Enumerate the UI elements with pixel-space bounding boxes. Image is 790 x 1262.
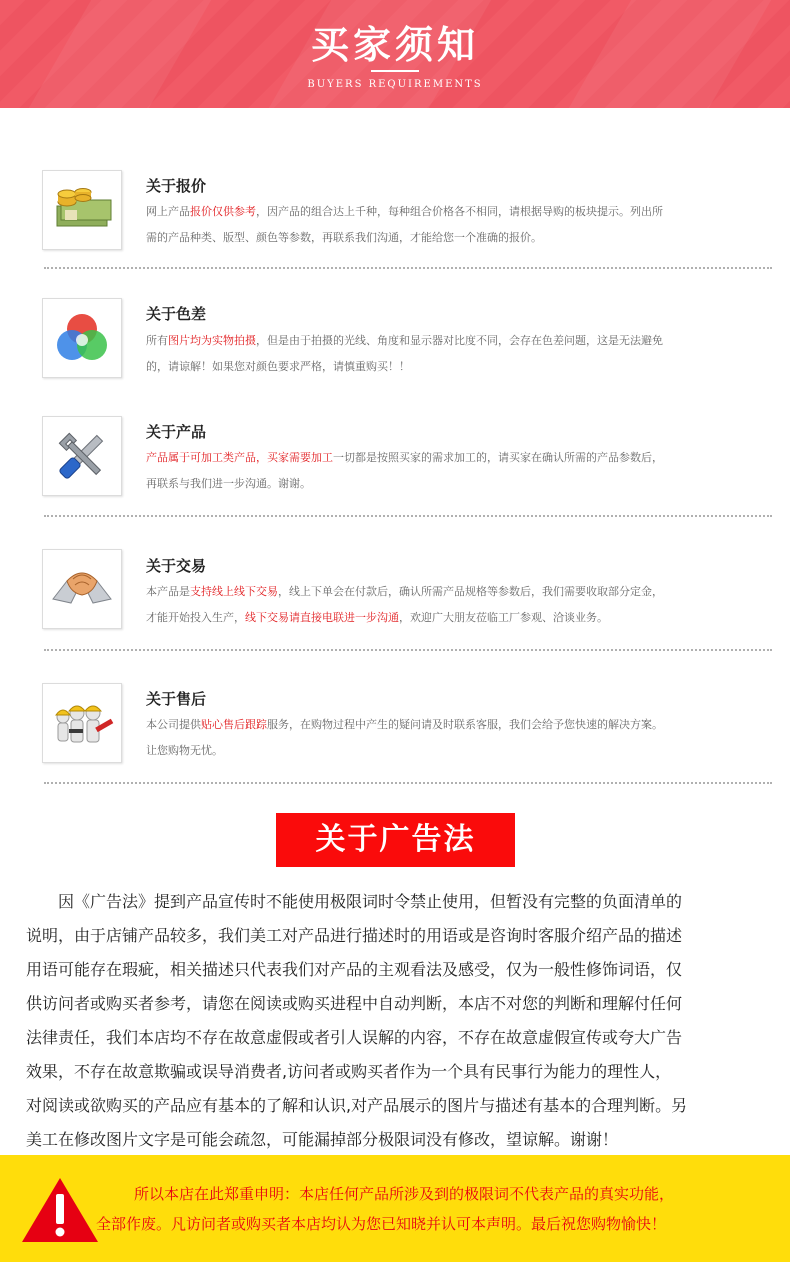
description-line: 让您购物无忧。 xyxy=(146,744,223,757)
notice-text xyxy=(96,1179,776,1239)
description-line: 需的产品种类、版型、颜色等参数，再联系我们沟通，才能给您一个准确的报价。 xyxy=(146,231,542,244)
statement-line: 因《广告法》提到产品宣传时不能使用极限词时令禁止使用，但暂没有完整的负面清单的 xyxy=(26,892,683,911)
notice-line: 所以本店在此郑重申明：本店任何产品所涉及到的极限词不代表产品的真实功能， xyxy=(134,1185,675,1203)
workers-icon xyxy=(42,683,122,763)
statement-line: 效果，不存在故意欺骗或误导消费者,访问者或购买者作为一个具有民事行为能力的理性人， xyxy=(26,1062,672,1081)
section-description xyxy=(146,445,746,497)
divider xyxy=(44,782,772,784)
section-title: 关于报价 xyxy=(146,177,207,195)
money-stack-icon xyxy=(42,170,122,250)
notice-banner xyxy=(0,1155,790,1262)
handshake-icon xyxy=(42,549,122,629)
statement-line: 法律责任，我们本店均不存在故意虚假或者引人误解的内容，不存在故意虚假宣传或夸大广告 xyxy=(26,1028,683,1047)
section-description xyxy=(146,328,746,380)
advertising-law-statement xyxy=(26,885,770,1157)
page-title: 买家须知 xyxy=(310,23,479,67)
statement-line: 美工在修改图片文字是可能会疏忽，可能漏掉部分极限词没有修改，望谅解。谢谢！ xyxy=(26,1130,619,1149)
section-description xyxy=(146,199,746,251)
description-line: 所有图片均为实物拍摄，但是由于拍摄的光线、角度和显示器对比度不同，会存在色差问题，这是无法避免 xyxy=(146,334,663,347)
description-line: 才能开始投入生产，线下交易请直接电联进一步沟通，欢迎广大朋友莅临工厂参观、洽谈业务。 xyxy=(146,611,608,624)
statement-line: 说明，由于店铺产品较多，我们美工对产品进行描述时的用语或是咨询时客服介绍产品的描述 xyxy=(26,926,683,945)
description-line: 的，请谅解！如果您对颜色要求严格，请慎重购买！！ xyxy=(146,360,410,373)
description-line: 再联系与我们进一步沟通。谢谢。 xyxy=(146,477,311,490)
description-line: 产品属于可加工类产品，买家需要加工一切都是按照买家的需求加工的，请买家在确认所需的产品参数后， xyxy=(146,451,663,464)
title-underline xyxy=(371,70,419,72)
section-title: 关于产品 xyxy=(146,423,207,441)
section-title: 关于交易 xyxy=(146,557,207,575)
section-title: 关于色差 xyxy=(146,305,207,323)
advertising-law-heading: 关于广告法 xyxy=(276,813,515,867)
description-line: 网上产品报价仅供参考，因产品的组合达上千种，每种组合价格各不相同，请根据导购的板块提示。列出所 xyxy=(146,205,663,218)
section-description xyxy=(146,579,746,631)
divider xyxy=(44,515,772,517)
description-line: 本公司提供贴心售后跟踪服务，在购物过程中产生的疑问请及时联系客服，我们会给予您快速的解决方案。 xyxy=(146,718,663,731)
color-circles-icon xyxy=(42,298,122,378)
statement-line: 对阅读或欲购买的产品应有基本的了解和认识,对产品展示的图片与描述有基本的合理判断。另 xyxy=(26,1096,688,1115)
divider xyxy=(44,267,772,269)
statement-line: 用语可能存在瑕疵，相关描述只代表我们对产品的主观看法及感受，仅为一般性修饰词语，仅 xyxy=(26,960,683,979)
warning-triangle-icon xyxy=(20,1176,100,1244)
statement-line: 供访问者或购买者参考，请您在阅读或购买进程中自动判断，本店不对您的判断和理解付任何 xyxy=(26,994,683,1013)
section-title: 关于售后 xyxy=(146,690,207,708)
notice-line: 全部作废。凡访问者或购买者本店均认为您已知晓并认可本声明。最后祝您购物愉快！ xyxy=(96,1215,667,1233)
divider xyxy=(44,649,772,651)
section-description xyxy=(146,712,746,764)
header-banner xyxy=(0,0,790,108)
page-subtitle: BUYERS REQUIREMENTS xyxy=(307,79,483,90)
tools-icon xyxy=(42,416,122,496)
description-line: 本产品是支持线上线下交易，线上下单会在付款后，确认所需产品规格等参数后，我们需要收取部分定金， xyxy=(146,585,663,598)
